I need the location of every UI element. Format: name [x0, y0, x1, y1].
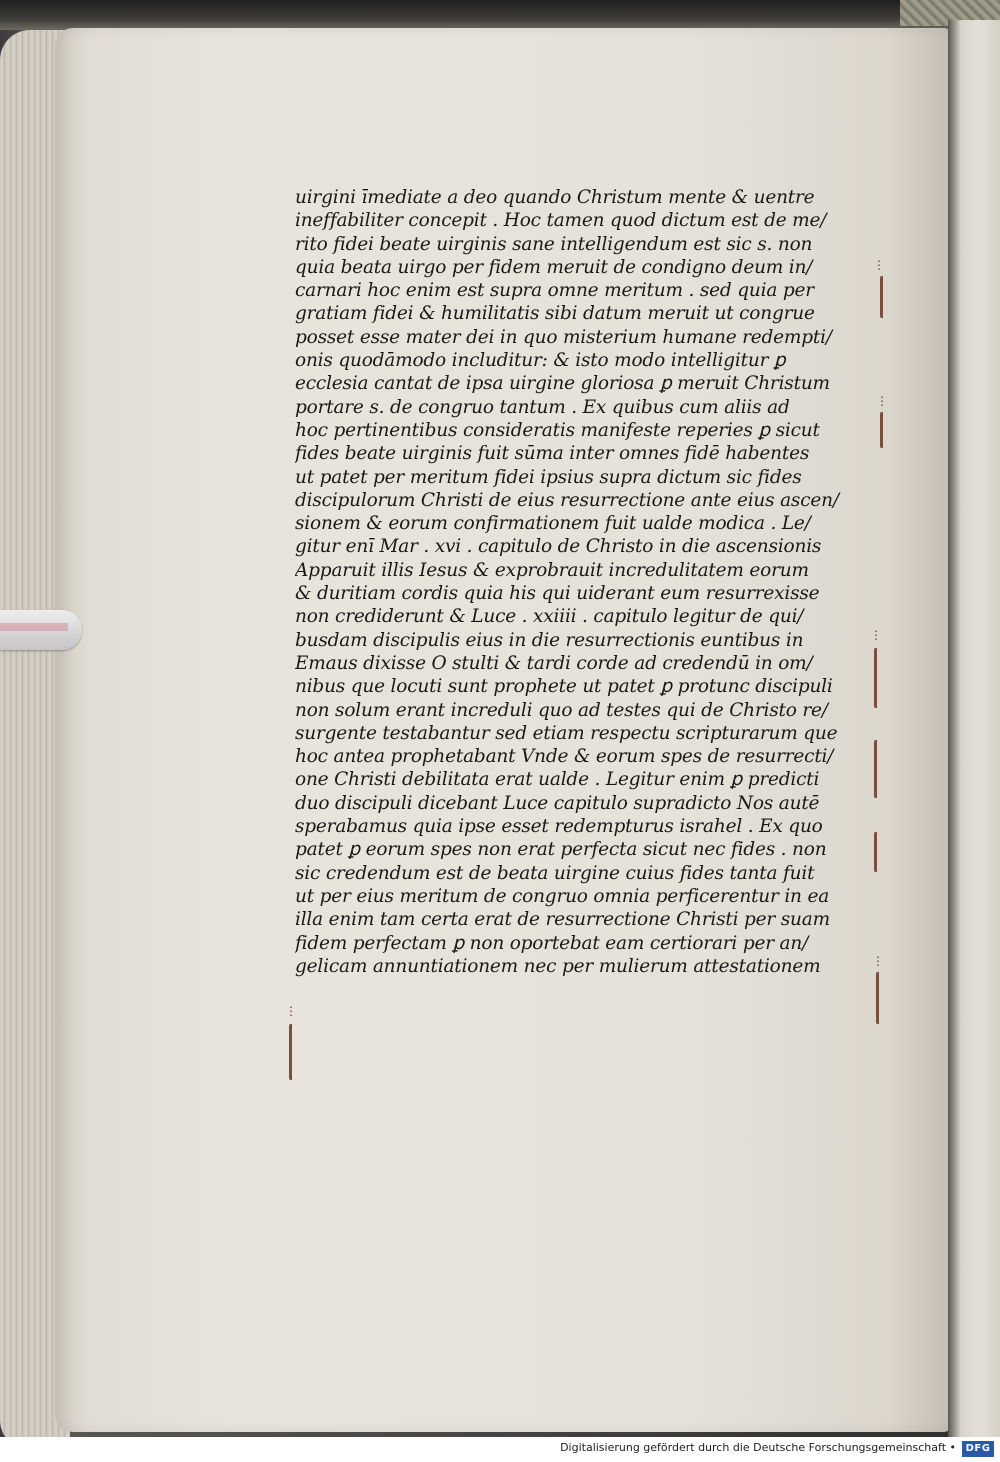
text-line: fides beate uirginis fuit sūma inter omnes fidē habentes [295, 443, 810, 465]
margin-dots-mark: ⋮ [285, 1004, 297, 1018]
text-line: duo discipuli dicebant Luce capitulo supradicto Nos autē [295, 792, 820, 814]
text-line: sperabamus quia ipse esset redempturus israhel . Ex quo [295, 816, 823, 838]
text-line: hoc pertinentibus consideratis manifeste reperies ꝑ sicut [295, 419, 820, 441]
text-line: gratiam fidei & humilitatis sibi datum meruit ut congrue [295, 303, 815, 325]
margin-dots-mark: ⋮ [872, 954, 884, 968]
text-line: onis quodāmodo includitur: & isto modo intelligitur ꝑ [295, 350, 786, 372]
margin-dots-mark: ⋮ [870, 628, 882, 642]
text-line: sionem & eorum confirmationem fuit ualde modica . Le/ [295, 513, 811, 535]
text-line: quia beata uirgo per fidem meruit de condigno deum in/ [295, 256, 813, 278]
margin-bracket-mark [880, 412, 887, 448]
text-line: ut patet per meritum fidei ipsius supra dictum sic fides [295, 466, 802, 488]
text-line: illa enim tam certa erat de resurrectione Christi per suam [295, 909, 830, 931]
text-line: one Christi debilitata erat ualde . Legitur enim ꝑ predicti [295, 769, 820, 791]
text-line: fidem perfectam ꝑ non oportebat eam certiorari per an/ [295, 932, 809, 954]
text-line: sic credendum est de beata uirgine cuius fides tanta fuit [295, 862, 815, 884]
facing-page-edge [948, 20, 1000, 1440]
text-line: nibus que locuti sunt prophete ut patet ꝑ protunc discipuli [295, 676, 833, 698]
text-line: posset esse mater dei in quo misterium humane redempti/ [295, 326, 832, 348]
footer-bar [0, 1437, 1000, 1462]
margin-bracket-mark [874, 832, 881, 872]
margin-dots-mark: ⋮ [876, 394, 888, 408]
text-line: rito fidei beate uirginis sane intelligendum est sic s. non [295, 233, 813, 255]
text-line: busdam discipulis eius in die resurrectionis euntibus in [295, 629, 804, 651]
text-line: Emaus dixisse O stulti & tardi corde ad credendū in om/ [295, 652, 813, 674]
printed-text-block [295, 186, 880, 978]
text-line: gelicam annuntiationem nec per mulierum attestationem [295, 955, 821, 977]
text-line: ut per eius meritum de congruo omnia perficerentur in ea [295, 885, 830, 907]
dfg-logo-icon: DFG [962, 1441, 994, 1457]
text-line: non crediderunt & Luce . xxiiii . capitulo legitur de qui/ [295, 606, 804, 628]
text-line: patet ꝑ eorum spes non erat perfecta sicut nec fides . non [295, 839, 827, 861]
text-line: Apparuit illis Iesus & exprobrauit incredulitatem eorum [295, 559, 809, 581]
text-line: gitur enī Mar . xvi . capitulo de Christo in die ascensionis [295, 536, 822, 558]
text-line: non solum erant increduli quo ad testes qui de Christo re/ [295, 699, 828, 721]
margin-bracket-mark [880, 276, 887, 318]
bookmark-tint [0, 623, 68, 631]
text-line: uirgini īmediate a deo quando Christum mente & uentre [295, 187, 815, 208]
text-line: ineffabiliter concepit . Hoc tamen quod dictum est de me/ [295, 210, 827, 232]
text-line: hoc antea prophetabant Vnde & eorum spes de resurrecti/ [295, 746, 834, 768]
text-line: portare s. de congruo tantum . Ex quibus cum aliis ad [295, 396, 790, 418]
margin-bracket-mark [874, 648, 881, 708]
margin-bracket-mark [876, 972, 883, 1024]
text-line: discipulorum Christi de eius resurrectione ante eius ascen/ [295, 489, 839, 511]
book-top-edge [0, 0, 1000, 30]
margin-bracket-mark [289, 1024, 296, 1080]
margin-dots-mark: ⋮ [873, 258, 885, 272]
footer-credit: Digitalisierung gefördert durch die Deutsche Forschungsgemeinschaft • [560, 1441, 956, 1454]
margin-bracket-mark [874, 740, 881, 798]
text-line: ecclesia cantat de ipsa uirgine gloriosa ꝑ meruit Christum [295, 373, 830, 395]
text-line: carnari hoc enim est supra omne meritum . sed quia per [295, 280, 814, 302]
text-line: & duritiam cordis quia his qui uiderant eum resurrexisse [295, 583, 820, 605]
text-line: surgente testabantur sed etiam respectu scripturarum que [295, 722, 838, 744]
